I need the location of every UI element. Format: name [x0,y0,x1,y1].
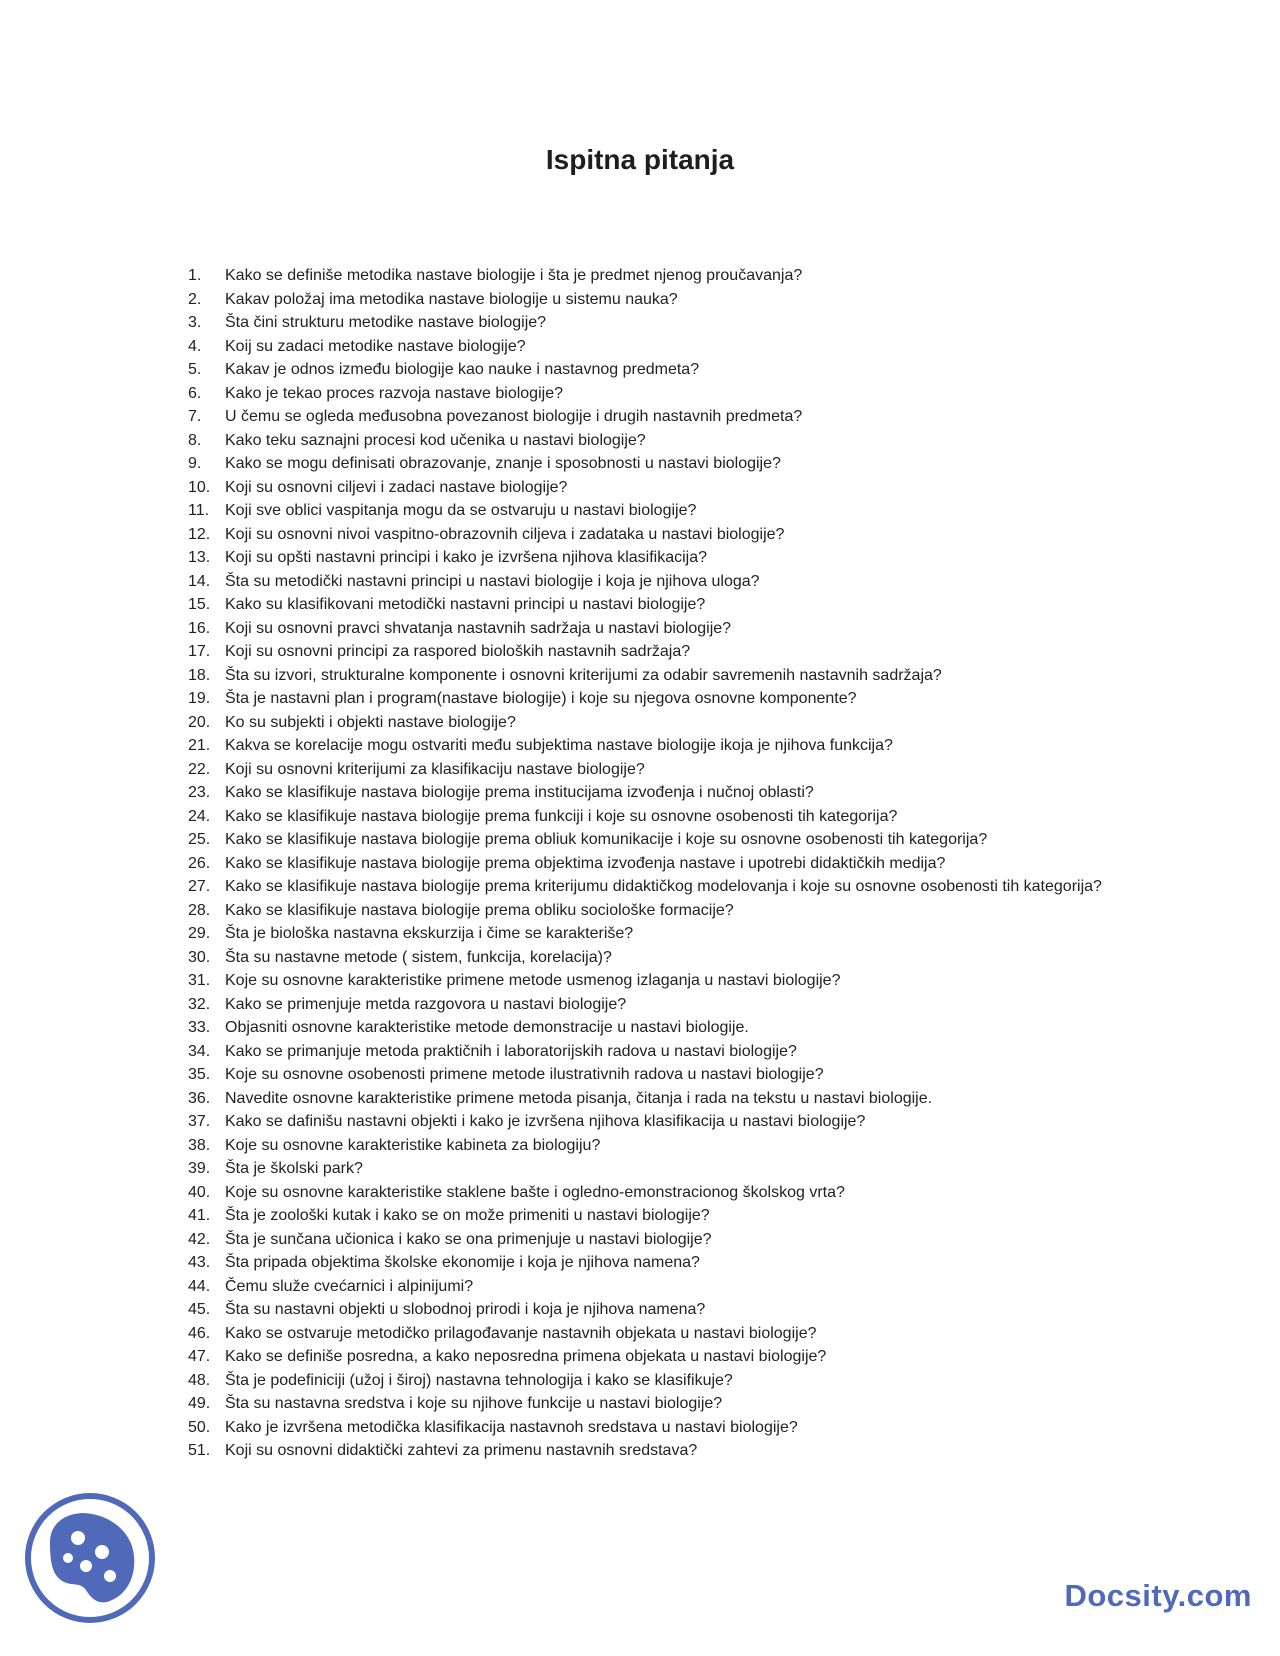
question-item [188,1345,1128,1369]
question-item [188,1204,1128,1228]
question-number: 27. [188,878,211,895]
question-text: Kako je tekao proces razvoja nastave biologije? [225,384,563,402]
question-number: 17. [188,643,211,660]
question-number: 44. [188,1277,211,1295]
question-text: Ko su subjekti i objekti nastave biologije? [225,713,516,731]
question-number: 8. [188,431,202,449]
question-item [188,828,1128,852]
question-item [188,429,1128,453]
question-text: Šta je školski park? [225,1160,363,1177]
question-item [188,899,1128,923]
question-text: Koji su osnovni didaktički zahtevi za primenu nastavnih sredstava? [225,1442,698,1459]
question-text: Šta je zoološki kutak i kako se on može primeniti u nastavi biologije? [225,1207,710,1224]
question-number: 46. [188,1324,211,1342]
question-number: 40. [188,1183,211,1201]
question-item [188,1251,1128,1275]
question-number: 7. [188,408,202,425]
question-item [188,1275,1128,1299]
question-item [188,311,1128,335]
question-text: Koje su osnovne karakteristike staklene bašte i ogledno-emonstracionog školskog vrta? [225,1183,845,1201]
docsity-watermark: Docsity.com [1064,1578,1252,1613]
question-item [188,711,1128,735]
docsity-logo-icon [22,1490,158,1626]
question-item [188,1157,1128,1181]
question-item [188,781,1128,805]
question-number: 51. [188,1442,211,1459]
page-title: Ispitna pitanja [545,144,735,175]
question-text: Šta je sunčana učionica i kako se ona primenjuje u nastavi biologije? [225,1230,712,1248]
question-number: 13. [188,549,211,566]
question-text: Šta čini strukturu metodike nastave biologije? [225,314,547,331]
question-text: Kako se klasifikuje nastava biologije prema objektima izvođenja nastave i upotrebi didaktičkih medija? [225,854,946,872]
question-item [188,1298,1128,1322]
question-number: 33. [188,1019,211,1036]
question-number: 29. [188,925,211,942]
question-item [188,1228,1128,1252]
question-number: 47. [188,1348,211,1365]
question-item [188,1040,1128,1064]
question-text: Koji su osnovni ciljevi i zadaci nastave biologije? [225,478,568,496]
question-number: 39. [188,1160,211,1177]
question-item [188,1110,1128,1134]
question-item [188,617,1128,641]
question-number: 37. [188,1113,211,1130]
question-number: 32. [188,995,211,1013]
question-item [188,1087,1128,1111]
question-item [188,358,1128,382]
question-text: Kako se klasifikuje nastava biologije prema obliku sociološke formacije? [225,901,734,919]
question-text: Koje su osnovne karakteristike kabineta za biologiju? [225,1136,601,1154]
question-item [188,1439,1128,1463]
question-number: 11. [188,502,210,519]
question-text: Kako se dafinišu nastavni objekti i kako je izvršena njihova klasifikacija u nastavi biologije? [225,1113,866,1130]
question-text: Šta je podefiniciji (užoj i široj) nastavna tehnologija i kako se klasifikuje? [225,1371,733,1389]
question-text: Kako se mogu definisati obrazovanje, znanje i sposobnosti u nastavi biologije? [225,455,781,472]
question-item [188,335,1128,359]
question-text: Koji su opšti nastavni principi i kako je izvršena njihova klasifikacija? [225,549,708,566]
question-number: 43. [188,1254,211,1271]
question-text: U čemu se ogleda međusobna povezanost biologije i drugih nastavnih predmeta? [225,408,803,425]
question-item [188,264,1128,288]
question-text: Kakva se korelacije mogu ostvariti među subjektima nastave biologije ikoja je njihova funkcija? [225,737,893,754]
question-number: 4. [188,337,202,355]
question-text: Šta su nastavna sredstva i koje su njihove funkcije u nastavi biologije? [225,1395,723,1412]
question-number: 15. [188,596,211,613]
question-item [188,758,1128,782]
question-item [188,875,1128,899]
question-item [188,570,1128,594]
question-number: 1. [188,267,202,284]
question-number: 14. [188,572,211,590]
question-number: 3. [188,314,202,331]
question-text: Kako se klasifikuje nastava biologije prema obliuk komunikacije i koje su osnovne osobenosti tih kategorija? [225,831,988,848]
question-text: Šta su nastavne metode ( sistem, funkcija, korelacija)? [225,948,612,966]
question-text: Kakav položaj ima metodika nastave biologije u sistemu nauka? [225,290,678,308]
question-number: 24. [188,807,211,825]
question-item [188,922,1128,946]
question-text: Kako je izvršena metodička klasifikacija nastavnoh sredstava u nastavi biologije? [225,1418,798,1436]
question-item [188,1181,1128,1205]
question-item [188,1322,1128,1346]
question-text: Objasniti osnovne karakteristike metode demonstracije u nastavi biologije. [225,1019,749,1036]
question-number: 48. [188,1371,211,1389]
question-list [188,264,1128,1463]
question-text: Koji su osnovni principi za raspored bioloških nastavnih sadržaja? [225,643,691,660]
question-number: 19. [188,690,211,707]
question-text: Šta su izvori, strukturalne komponente i osnovni kriterijumi za odabir savremenih nastavnih sadržaja? [225,666,942,684]
question-text: Šta pripada objektima školske ekonomije i koja je njihova namena? [225,1254,700,1271]
question-number: 28. [188,901,211,919]
question-text: Šta je biološka nastavna ekskurzija i čime se karakteriše? [225,925,634,942]
question-item [188,476,1128,500]
question-text: Kakav je odnos između biologije kao nauke i nastavnog predmeta? [225,361,700,378]
question-item [188,969,1128,993]
question-text: Kako su klasifikovani metodički nastavni principi u nastavi biologije? [225,596,706,613]
question-item [188,993,1128,1017]
question-text: Koje su osnovne osobenosti primene metode ilustrativnih radova u nastavi biologije? [225,1066,824,1083]
question-number: 2. [188,290,202,308]
question-item [188,805,1128,829]
question-item [188,523,1128,547]
question-text: Kako se klasifikuje nastava biologije prema kriterijumu didaktičkog modelovanja i koje su osnovne osobenosti tih kategorija? [225,878,1102,895]
question-item [188,1392,1128,1416]
question-number: 23. [188,784,211,801]
question-number: 30. [188,948,211,966]
question-text: Koji sve oblici vaspitanja mogu da se ostvaruju u nastavi biologije? [225,502,697,519]
question-number: 45. [188,1301,211,1318]
question-number: 26. [188,854,211,872]
question-text: Koji su osnovni nivoi vaspitno-obrazovnih ciljeva i zadataka u nastavi biologije? [225,525,785,543]
question-item [188,593,1128,617]
question-item [188,499,1128,523]
question-text: Koji su osnovni kriterijumi za klasifikaciju nastave biologije? [225,760,645,778]
question-item [188,1416,1128,1440]
question-item [188,1134,1128,1158]
question-text: Šta su metodički nastavni principi u nastavi biologije i koja je njihova uloga? [225,572,760,590]
question-number: 9. [188,455,202,472]
question-item [188,405,1128,429]
question-number: 22. [188,760,211,778]
question-number: 31. [188,972,211,989]
question-item [188,946,1128,970]
question-number: 5. [188,361,202,378]
question-item [188,687,1128,711]
question-text: Kako se ostvaruje metodičko prilagođavanje nastavnih objekata u nastavi biologije? [225,1324,817,1342]
question-number: 12. [188,525,211,543]
question-item [188,288,1128,312]
question-text: Kako se primanjuje metoda praktičnih i laboratorijskih radova u nastavi biologije? [225,1042,797,1060]
question-number: 6. [188,384,202,402]
question-text: Kako teku saznajni procesi kod učenika u nastavi biologije? [225,431,646,449]
question-number: 36. [188,1089,211,1107]
question-text: Kako se klasifikuje nastava biologije prema funkciji i koje su osnovne osobenosti tih kategorija? [225,807,898,825]
question-item [188,1369,1128,1393]
question-item [188,546,1128,570]
question-item [188,734,1128,758]
question-number: 49. [188,1395,211,1412]
question-number: 50. [188,1418,211,1436]
question-text: Kako se klasifikuje nastava biologije prema institucijama izvođenja i nučnoj oblasti? [225,784,814,801]
question-text: Šta su nastavni objekti u slobodnoj prirodi i koja je njihova namena? [225,1301,706,1318]
question-number: 21. [188,737,211,754]
question-item [188,1016,1128,1040]
question-number: 25. [188,831,211,848]
question-number: 41. [188,1207,211,1224]
question-number: 34. [188,1042,211,1060]
question-text: Kako se definiše metodika nastave biologije i šta je predmet njenog proučavanja? [225,267,803,284]
question-text: Kako se definiše posredna, a kako neposredna primena objekata u nastavi biologije? [225,1348,827,1365]
question-text: Čemu služe cvećarnici i alpinijumi? [225,1277,474,1295]
question-text: Navedite osnovne karakteristike primene metoda pisanja, čitanja i rada na tekstu u nastavi biologije. [225,1089,933,1107]
question-number: 18. [188,666,211,684]
question-item [188,382,1128,406]
question-item [188,1063,1128,1087]
question-number: 42. [188,1230,211,1248]
question-number: 20. [188,713,211,731]
question-number: 16. [188,619,211,637]
question-number: 38. [188,1136,211,1154]
question-text: Koje su osnovne karakteristike primene metode usmenog izlaganja u nastavi biologije? [225,972,841,989]
question-text: Koji su osnovni pravci shvatanja nastavnih sadržaja u nastavi biologije? [225,619,732,637]
question-item [188,452,1128,476]
question-number: 10. [188,478,211,496]
question-number: 35. [188,1066,211,1083]
question-text: Kako se primenjuje metda razgovora u nastavi biologije? [225,995,627,1013]
question-item [188,664,1128,688]
question-text: Koij su zadaci metodike nastave biologije? [225,337,526,355]
question-item [188,640,1128,664]
question-item [188,852,1128,876]
question-text: Šta je nastavni plan i program(nastave biologije) i koje su njegova osnovne komponente? [225,690,857,707]
